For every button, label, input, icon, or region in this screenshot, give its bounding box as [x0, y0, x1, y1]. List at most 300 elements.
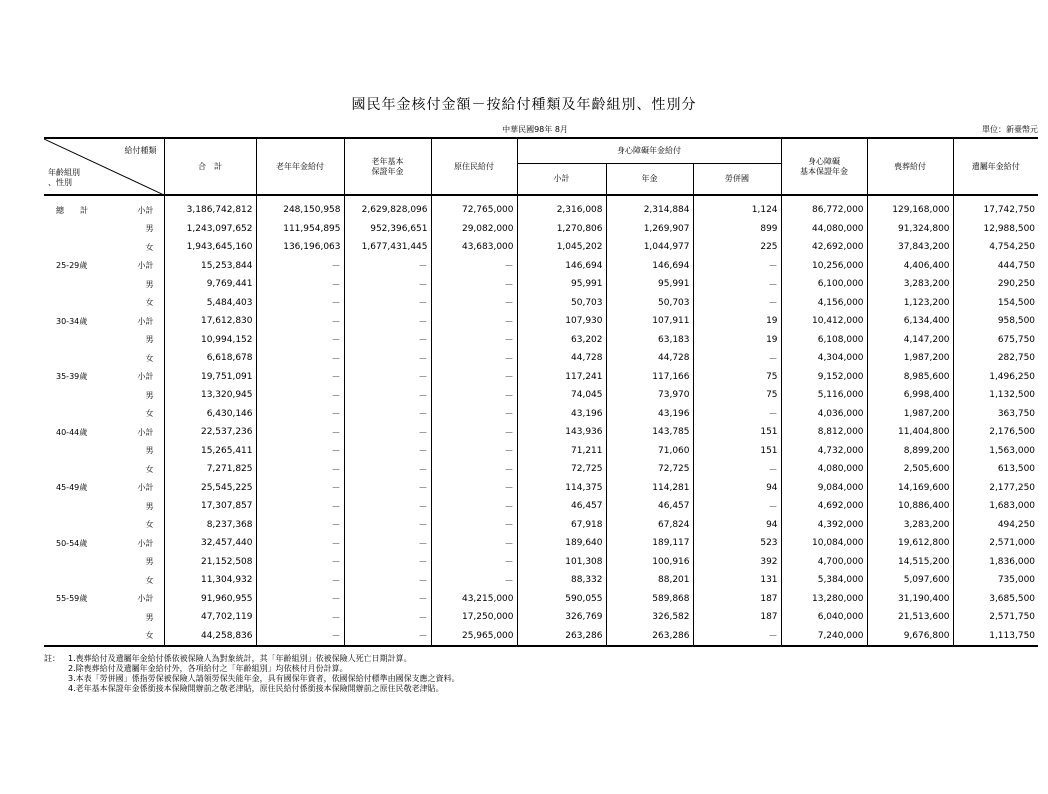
value-cell: －	[256, 275, 344, 294]
value-cell: 1,123,200	[867, 294, 953, 313]
value-cell: 94	[693, 516, 781, 535]
value-cell: 2,316,008	[517, 195, 606, 220]
value-cell: 47,702,119	[164, 608, 256, 627]
value-cell: 12,988,500	[983, 223, 1036, 234]
value-cell: －	[256, 479, 344, 498]
value-cell: －	[256, 516, 344, 535]
header-total: 合 計	[164, 138, 256, 195]
age-group-cell	[44, 275, 98, 294]
value-cell: 4,692,000	[781, 497, 867, 516]
value-cell: －	[344, 405, 431, 424]
table-row	[44, 590, 1038, 609]
age-group-cell	[44, 516, 98, 535]
value-cell: －	[431, 331, 517, 350]
table-corner-header	[44, 138, 164, 195]
age-group-cell	[44, 571, 98, 590]
value-cell: 2,571,750	[989, 612, 1036, 623]
value-cell: －	[256, 257, 344, 276]
table-row	[44, 312, 1038, 331]
age-group-cell	[44, 294, 98, 313]
value-cell: 25,965,000	[431, 627, 517, 647]
value-cell: 4,700,000	[781, 553, 867, 572]
value-cell: 11,304,932	[164, 571, 256, 590]
value-cell: －	[256, 534, 344, 553]
value-cell: 899	[693, 220, 781, 239]
value-cell: 5,097,600	[867, 571, 953, 590]
value-cell: 117,166	[606, 368, 693, 387]
value-cell: 494,250	[997, 519, 1036, 530]
value-cell: 71,060	[606, 442, 693, 461]
header-pension: 年金	[606, 164, 693, 196]
value-cell: －	[344, 386, 431, 405]
value-cell: 1,987,200	[867, 405, 953, 424]
value-cell: 326,582	[606, 608, 693, 627]
table-row	[44, 460, 1038, 479]
table-row	[44, 497, 1038, 516]
value-cell: －	[431, 257, 517, 276]
header-subtotal: 小計	[517, 164, 606, 196]
table-row	[44, 368, 1038, 387]
value-cell: 735,000	[997, 575, 1036, 586]
table-row	[44, 571, 1038, 590]
value-cell: 6,998,400	[867, 386, 953, 405]
value-cell: 1,132,500	[989, 390, 1036, 401]
value-cell: 21,152,508	[164, 553, 256, 572]
value-cell: 88,201	[606, 571, 693, 590]
value-cell: －	[256, 294, 344, 313]
value-cell: －	[256, 312, 344, 331]
sex-cell: 男	[98, 497, 164, 516]
header-survivor: 遺屬年金給付	[953, 138, 1038, 195]
value-cell: 10,886,400	[867, 497, 953, 516]
footnote-label: 註：	[44, 654, 60, 663]
value-cell: 4,304,000	[781, 349, 867, 368]
value-cell: －	[344, 312, 431, 331]
value-cell: 523	[693, 534, 781, 553]
value-cell: 136,196,063	[256, 238, 344, 257]
value-cell: 100,916	[606, 553, 693, 572]
sex-cell: 女	[98, 460, 164, 479]
value-cell: 107,911	[606, 312, 693, 331]
value-cell: －	[256, 627, 344, 647]
sex-cell: 小計	[98, 479, 164, 498]
sex-cell: 女	[98, 405, 164, 424]
value-cell: 8,237,368	[164, 516, 256, 535]
value-cell: 19,751,091	[164, 368, 256, 387]
value-cell: －	[431, 275, 517, 294]
page-title: 國民年金核付金額－按給付種類及年齡組別、性別分	[351, 97, 697, 113]
age-group-cell	[44, 553, 98, 572]
value-cell: －	[431, 368, 517, 387]
sex-cell: 男	[98, 386, 164, 405]
age-group-cell	[44, 627, 98, 647]
value-cell: 143,936	[517, 423, 606, 442]
value-cell: 8,899,200	[867, 442, 953, 461]
value-cell: 86,772,000	[781, 195, 867, 220]
value-cell: 17,742,750	[983, 205, 1036, 216]
age-group-cell	[44, 349, 98, 368]
value-cell: 290,250	[997, 279, 1036, 290]
value-cell: 392	[693, 553, 781, 572]
value-cell: 129,168,000	[867, 195, 953, 220]
value-cell: 2,505,600	[867, 460, 953, 479]
sex-cell: 男	[98, 331, 164, 350]
value-cell: 117,241	[517, 368, 606, 387]
sex-cell: 女	[98, 627, 164, 647]
value-cell: 44,728	[517, 349, 606, 368]
value-cell: 22,537,236	[164, 423, 256, 442]
value-cell: 444,750	[997, 260, 1036, 271]
value-cell: 4,147,200	[867, 331, 953, 350]
value-cell: 675,750	[997, 334, 1036, 345]
value-cell: 63,183	[606, 331, 693, 350]
age-group-cell: 45-49歲	[56, 483, 88, 493]
value-cell: 17,250,000	[431, 608, 517, 627]
value-cell: 91,960,955	[164, 590, 256, 609]
age-group-cell	[44, 497, 98, 516]
report-date: 中華民國98年 8月	[502, 125, 568, 134]
value-cell: －	[693, 460, 781, 479]
value-cell: －	[431, 294, 517, 313]
value-cell: －	[431, 497, 517, 516]
value-cell: 91,324,800	[867, 220, 953, 239]
value-cell: 50,703	[517, 294, 606, 313]
sex-cell: 女	[98, 571, 164, 590]
value-cell: 4,156,000	[781, 294, 867, 313]
value-cell: 15,253,844	[164, 257, 256, 276]
value-cell: －	[431, 423, 517, 442]
value-cell: －	[256, 405, 344, 424]
value-cell: 189,117	[606, 534, 693, 553]
sex-cell: 小計	[98, 590, 164, 609]
value-cell: 10,084,000	[781, 534, 867, 553]
pension-table	[44, 137, 1038, 647]
value-cell: －	[256, 349, 344, 368]
value-cell: 21,513,600	[867, 608, 953, 627]
value-cell: －	[256, 386, 344, 405]
corner-age-sex-label: 年齡組別 、性別	[48, 168, 80, 187]
value-cell: 282,750	[997, 353, 1036, 364]
value-cell: －	[693, 275, 781, 294]
value-cell: 13,280,000	[781, 590, 867, 609]
value-cell: 43,683,000	[431, 238, 517, 257]
value-cell: 107,930	[517, 312, 606, 331]
value-cell: 1,044,977	[606, 238, 693, 257]
value-cell: 10,994,152	[164, 331, 256, 350]
age-group-cell	[44, 460, 98, 479]
table-row	[44, 238, 1038, 257]
sex-cell: 男	[98, 608, 164, 627]
value-cell: 10,412,000	[781, 312, 867, 331]
value-cell: 42,692,000	[781, 238, 867, 257]
value-cell: 2,314,884	[606, 195, 693, 220]
sex-cell: 女	[98, 238, 164, 257]
value-cell: 3,283,200	[867, 516, 953, 535]
value-cell: 46,457	[606, 497, 693, 516]
table-row	[44, 386, 1038, 405]
sex-cell: 男	[98, 275, 164, 294]
value-cell: 9,084,000	[781, 479, 867, 498]
value-cell: －	[344, 497, 431, 516]
value-cell: －	[431, 516, 517, 535]
table-row	[44, 534, 1038, 553]
value-cell: 7,271,825	[164, 460, 256, 479]
value-cell: 8,812,000	[781, 423, 867, 442]
value-cell: 143,785	[606, 423, 693, 442]
value-cell: 3,186,742,812	[164, 195, 256, 220]
value-cell: 15,265,411	[164, 442, 256, 461]
value-cell: －	[431, 479, 517, 498]
value-cell: 6,040,000	[781, 608, 867, 627]
value-cell: 72,725	[606, 460, 693, 479]
value-cell: 1,269,907	[606, 220, 693, 239]
age-group-cell: 35-39歲	[56, 372, 88, 382]
value-cell: 2,571,000	[989, 538, 1036, 549]
value-cell: 101,308	[517, 553, 606, 572]
value-cell: 613,500	[997, 464, 1036, 475]
value-cell: 114,281	[606, 479, 693, 498]
value-cell: 4,754,250	[989, 242, 1036, 253]
value-cell: 9,152,000	[781, 368, 867, 387]
header-old-age: 老年年金給付	[256, 138, 344, 195]
value-cell: 326,769	[517, 608, 606, 627]
age-group-cell	[44, 442, 98, 461]
value-cell: －	[256, 442, 344, 461]
sex-cell: 女	[98, 516, 164, 535]
table-row	[44, 294, 1038, 313]
value-cell: 952,396,651	[344, 220, 431, 239]
value-cell: 95,991	[606, 275, 693, 294]
value-cell: 3,283,200	[867, 275, 953, 294]
value-cell: 5,384,000	[781, 571, 867, 590]
value-cell: －	[693, 257, 781, 276]
value-cell: －	[344, 294, 431, 313]
table-row	[44, 275, 1038, 294]
age-group-cell: 30-34歲	[56, 316, 88, 326]
value-cell: 43,196	[517, 405, 606, 424]
value-cell: －	[431, 553, 517, 572]
age-group-cell: 25-29歲	[56, 261, 88, 271]
value-cell: 6,430,146	[164, 405, 256, 424]
age-group-cell	[44, 608, 98, 627]
value-cell: －	[344, 349, 431, 368]
value-cell: 1,113,750	[953, 627, 1038, 647]
value-cell: －	[431, 386, 517, 405]
footnotes	[44, 654, 460, 694]
value-cell: 4,406,400	[867, 257, 953, 276]
table-row	[44, 479, 1038, 498]
value-cell: 14,515,200	[867, 553, 953, 572]
value-cell: 13,320,945	[164, 386, 256, 405]
value-cell: －	[344, 590, 431, 609]
sex-cell: 小計	[98, 368, 164, 387]
value-cell: 4,080,000	[781, 460, 867, 479]
value-cell: 1,243,097,652	[164, 220, 256, 239]
value-cell: 6,618,678	[164, 349, 256, 368]
table-row	[44, 553, 1038, 572]
value-cell: 17,612,830	[164, 312, 256, 331]
sex-cell: 小計	[98, 195, 164, 220]
value-cell: 19,612,800	[867, 534, 953, 553]
footnote-1: 註： 1.喪葬給付及遺屬年金給付係依被保險人為對象統計，其「年齡組別」依被保險人死亡日期計算。	[44, 654, 412, 663]
value-cell: 263,286	[517, 627, 606, 647]
value-cell: 363,750	[997, 408, 1036, 419]
value-cell: 1,836,000	[989, 556, 1036, 567]
value-cell: 43,196	[606, 405, 693, 424]
value-cell: 95,991	[517, 275, 606, 294]
value-cell: 17,307,857	[164, 497, 256, 516]
value-cell: 75	[693, 386, 781, 405]
value-cell: －	[344, 608, 431, 627]
value-cell: 9,769,441	[164, 275, 256, 294]
value-cell: －	[344, 534, 431, 553]
value-cell: －	[431, 460, 517, 479]
value-cell: 2,177,250	[989, 482, 1036, 493]
sex-cell: 男	[98, 553, 164, 572]
value-cell: －	[693, 349, 781, 368]
value-cell: 67,824	[606, 516, 693, 535]
value-cell: －	[693, 294, 781, 313]
value-cell: 1,045,202	[517, 238, 606, 257]
value-cell: 29,082,000	[431, 220, 517, 239]
value-cell: 187	[693, 608, 781, 627]
table-row	[44, 423, 1038, 442]
table-row	[44, 257, 1038, 276]
value-cell: －	[344, 275, 431, 294]
value-cell: 1,677,431,445	[344, 238, 431, 257]
value-cell: －	[431, 349, 517, 368]
value-cell: －	[256, 368, 344, 387]
value-cell: －	[344, 442, 431, 461]
value-cell: 189,640	[517, 534, 606, 553]
value-cell: 67,918	[517, 516, 606, 535]
value-cell: 4,732,000	[781, 442, 867, 461]
header-old-basic: 老年基本 保證年金	[344, 138, 431, 195]
value-cell: －	[431, 312, 517, 331]
value-cell: 63,202	[517, 331, 606, 350]
value-cell: －	[256, 423, 344, 442]
value-cell: 73,970	[606, 386, 693, 405]
value-cell: 6,134,400	[867, 312, 953, 331]
value-cell: －	[256, 608, 344, 627]
value-cell: －	[431, 442, 517, 461]
age-group-cell: 總 計	[56, 205, 88, 215]
value-cell: 11,404,800	[867, 423, 953, 442]
sex-cell: 小計	[98, 312, 164, 331]
age-group-cell: 55-59歲	[56, 594, 88, 604]
value-cell: －	[693, 497, 781, 516]
header-labor-ins: 勞併國	[693, 164, 781, 196]
value-cell: 88,332	[517, 571, 606, 590]
value-cell: 146,694	[606, 257, 693, 276]
value-cell: －	[256, 553, 344, 572]
footnote-2: 2.除喪葬給付及遺屬年金給付外，各項給付之「年齡組別」均依核付月份計算。	[68, 664, 348, 673]
value-cell: 151	[693, 423, 781, 442]
value-cell: 46,457	[517, 497, 606, 516]
value-cell: 37,843,200	[867, 238, 953, 257]
value-cell: 94	[693, 479, 781, 498]
value-cell: －	[431, 405, 517, 424]
value-cell: 32,457,440	[164, 534, 256, 553]
value-cell: －	[344, 553, 431, 572]
value-cell: －	[431, 571, 517, 590]
value-cell: 25,545,225	[164, 479, 256, 498]
value-cell: 75	[693, 368, 781, 387]
value-cell: 6,108,000	[781, 331, 867, 350]
value-cell: －	[344, 571, 431, 590]
sex-cell: 小計	[98, 257, 164, 276]
table-row	[44, 516, 1038, 535]
value-cell: 131	[693, 571, 781, 590]
value-cell: 1,683,000	[989, 501, 1036, 512]
sex-cell: 男	[98, 442, 164, 461]
value-cell: 71,211	[517, 442, 606, 461]
table-row	[44, 405, 1038, 424]
value-cell: 225	[693, 238, 781, 257]
age-group-cell	[44, 405, 98, 424]
value-cell: 50,703	[606, 294, 693, 313]
value-cell: 10,256,000	[781, 257, 867, 276]
value-cell: 114,375	[517, 479, 606, 498]
table-row	[44, 195, 1038, 220]
age-group-cell	[44, 220, 98, 239]
value-cell: 1,987,200	[867, 349, 953, 368]
value-cell: 9,676,800	[867, 627, 953, 647]
value-cell: 2,629,828,096	[344, 195, 431, 220]
header-aboriginal: 原住民給付	[431, 138, 517, 195]
value-cell: 44,080,000	[781, 220, 867, 239]
header-funeral: 喪葬給付	[867, 138, 953, 195]
value-cell: 74,045	[517, 386, 606, 405]
value-cell: －	[344, 257, 431, 276]
value-cell: －	[344, 479, 431, 498]
value-cell: －	[431, 534, 517, 553]
sex-cell: 小計	[98, 423, 164, 442]
corner-benefit-type-label: 給付種類	[124, 146, 157, 155]
value-cell: －	[344, 423, 431, 442]
value-cell: －	[344, 368, 431, 387]
value-cell: 1,943,645,160	[164, 238, 256, 257]
value-cell: 3,685,500	[989, 593, 1036, 604]
value-cell: 151	[693, 442, 781, 461]
value-cell: －	[256, 460, 344, 479]
value-cell: 5,116,000	[781, 386, 867, 405]
value-cell: －	[256, 331, 344, 350]
value-cell: 72,765,000	[431, 195, 517, 220]
unit-label: 單位：新臺幣元	[982, 125, 1038, 134]
value-cell: 590,055	[517, 590, 606, 609]
age-group-cell	[44, 386, 98, 405]
age-group-cell: 40-44歲	[56, 427, 88, 437]
value-cell: 5,484,403	[164, 294, 256, 313]
value-cell: 72,725	[517, 460, 606, 479]
value-cell: －	[344, 627, 431, 647]
footnote-4: 4.老年基本保證年金係銜接本保險開辦前之敬老津貼，原住民給付係銜接本保險開辦前之原住民敬老津貼。	[68, 684, 444, 693]
value-cell: 187	[693, 590, 781, 609]
value-cell: 6,100,000	[781, 275, 867, 294]
value-cell: 958,500	[997, 316, 1036, 327]
age-group-cell	[44, 331, 98, 350]
value-cell: 1,270,806	[517, 220, 606, 239]
value-cell: 44,728	[606, 349, 693, 368]
value-cell: 154,500	[997, 297, 1036, 308]
value-cell: 248,150,958	[256, 195, 344, 220]
table-row	[44, 220, 1038, 239]
age-group-cell	[44, 238, 98, 257]
table-row	[44, 627, 1038, 647]
table-row	[44, 608, 1038, 627]
value-cell: 589,868	[606, 590, 693, 609]
